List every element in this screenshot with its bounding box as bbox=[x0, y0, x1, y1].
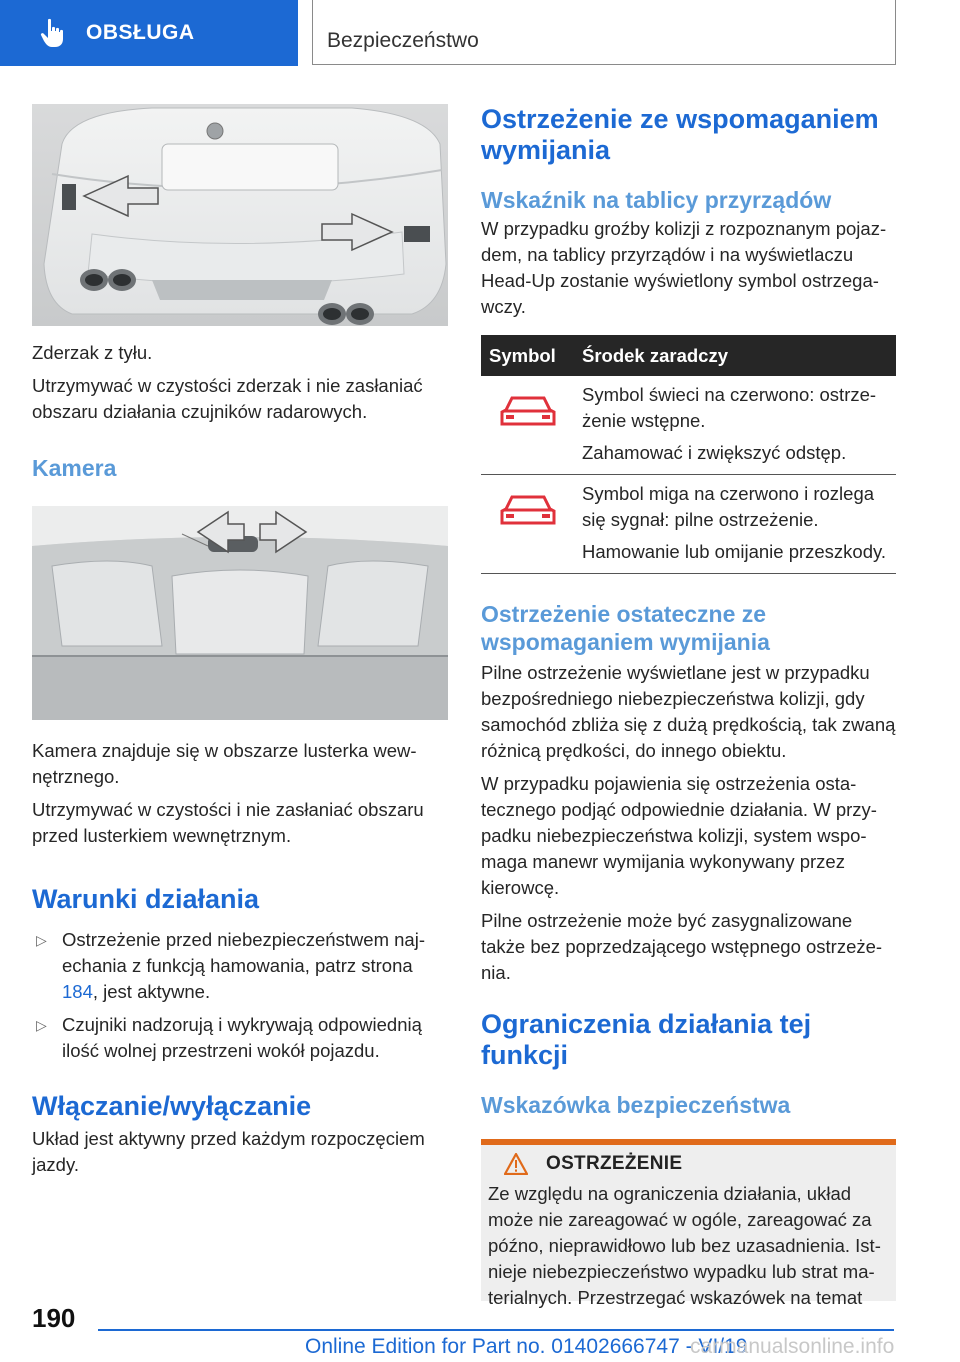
final-warning-text-1: Pilne ostrzeżenie wyświetlane jest w przypadku bezpośredniego niebezpieczeństwa kolizji, gdy samochód zbliża się z dużą prędkością, tak zwaną różnicą prędkości, do innego obiektu. bbox=[481, 662, 896, 761]
final-warning-text-2: W przypadku pojawienia się ostrzeżenia osta- tecznego podjąć odpowiednie działania. W przy- padku niebezpieczeństwa kolizji, system wspo- maga manewr wymijania wykonywany przez kierowcę. bbox=[481, 773, 877, 898]
warning-title: OSTRZEŻENIE bbox=[546, 1153, 683, 1174]
car-warning-icon bbox=[498, 394, 558, 430]
watermark-text: carmanualsonline.info bbox=[690, 1335, 895, 1358]
action-column-header: Środek zaradczy bbox=[582, 335, 896, 376]
symbol-table bbox=[481, 335, 896, 574]
camera-clean-text: Utrzymywać w czystości i nie zasłaniać obszaru przed lusterkiem wewnętrznym. bbox=[32, 799, 424, 846]
conditions-heading: Warunki działania bbox=[32, 884, 260, 914]
list-item: ▷ Czujniki nadzorują i wykrywają odpowiednią ilość wolnej przestrzeni wokół pojazdu. bbox=[36, 1014, 422, 1061]
left-column bbox=[32, 104, 448, 1185]
camera-heading: Kamera bbox=[32, 455, 117, 481]
triangle-bullet-icon: ▷ bbox=[36, 1017, 47, 1033]
warning-triangle-icon bbox=[504, 1153, 528, 1175]
table-row: Symbol miga na czerwono i rozlega się sygnał: pilne ostrzeżenie. Hamowanie lub omijanie przeszkody. bbox=[481, 475, 896, 574]
section-title: Bezpieczeństwo bbox=[327, 29, 479, 52]
symbol-column-header: Symbol bbox=[481, 335, 582, 376]
triangle-bullet-icon: ▷ bbox=[36, 932, 47, 948]
car-interior-illustration bbox=[32, 506, 448, 720]
instrument-cluster-text: W przypadku groźby kolizji z rozpoznanym pojaz- dem, na tablicy przyrządów i na wyświetlaczu Head-Up zostanie wyświetlony symbol ostrzega- wczy. bbox=[481, 218, 887, 317]
right-column bbox=[481, 104, 896, 1308]
hand-pointer-icon bbox=[40, 18, 66, 48]
rear-bumper-caption: Zderzak z tyłu. bbox=[32, 342, 153, 363]
table-row: Symbol świeci na czerwono: ostrze- żenie wstępne. Zahamować i zwiększyć odstęp. bbox=[481, 376, 896, 475]
evasion-warning-heading: Ostrzeżenie ze wspomaganiem wymijania bbox=[481, 104, 879, 165]
page-number: 190 bbox=[32, 1303, 76, 1333]
camera-image bbox=[32, 506, 448, 720]
conditions-list bbox=[32, 927, 448, 1064]
final-warning-heading: Ostrzeżenie ostateczne ze wspomaganiem wymijania bbox=[481, 601, 770, 655]
rear-bumper-image bbox=[32, 104, 448, 326]
camera-location-text: Kamera znajduje się w obszarze lusterka wew- nętrznego. bbox=[32, 740, 417, 787]
edition-text: Online Edition for Part no. 01402666747 - VI/19 bbox=[305, 1335, 748, 1358]
rear-bumper-note: Utrzymywać w czystości zderzak i nie zasłaniać obszaru działania czujników radarowych. bbox=[32, 375, 423, 422]
section-header bbox=[312, 0, 896, 65]
onoff-text: Układ jest aktywny przed każdym rozpoczęciem jazdy. bbox=[32, 1128, 425, 1175]
rear-bumper-illustration bbox=[32, 104, 448, 326]
limits-heading: Ograniczenia działania tej funkcji bbox=[481, 1009, 812, 1070]
page-reference-link[interactable]: 184 bbox=[62, 981, 93, 1002]
car-warning-icon bbox=[498, 493, 558, 529]
safety-note-heading: Wskazówka bezpieczeństwa bbox=[481, 1092, 791, 1118]
list-item: ▷ Ostrzeżenie przed niebezpieczeństwem naj- echania z funkcją hamowania, patrz strona 184, jest aktywne. bbox=[36, 929, 425, 1002]
warning-text: Ze względu na ograniczenia działania, układ może nie zareagować w ogóle, zareagować za późno, nieprawidłowo lub bez uzasadnienia. Ist- nieje niebezpieczeństwo wypadku lub strat ma- terialnych. Przestrzegać wskazówek na temat bbox=[488, 1183, 881, 1308]
chapter-tab-label: OBSŁUGA bbox=[86, 21, 195, 44]
warning-box bbox=[481, 1139, 896, 1308]
onoff-heading: Włączanie/wyłączanie bbox=[32, 1091, 312, 1121]
instrument-cluster-heading: Wskaźnik na tablicy przyrządów bbox=[481, 187, 832, 213]
chapter-tab[interactable] bbox=[0, 0, 298, 66]
final-warning-text-3: Pilne ostrzeżenie może być zasygnalizowane także bez poprzedzającego wstępnego ostrzeże- nia. bbox=[481, 910, 883, 983]
footer-divider bbox=[98, 1329, 894, 1331]
